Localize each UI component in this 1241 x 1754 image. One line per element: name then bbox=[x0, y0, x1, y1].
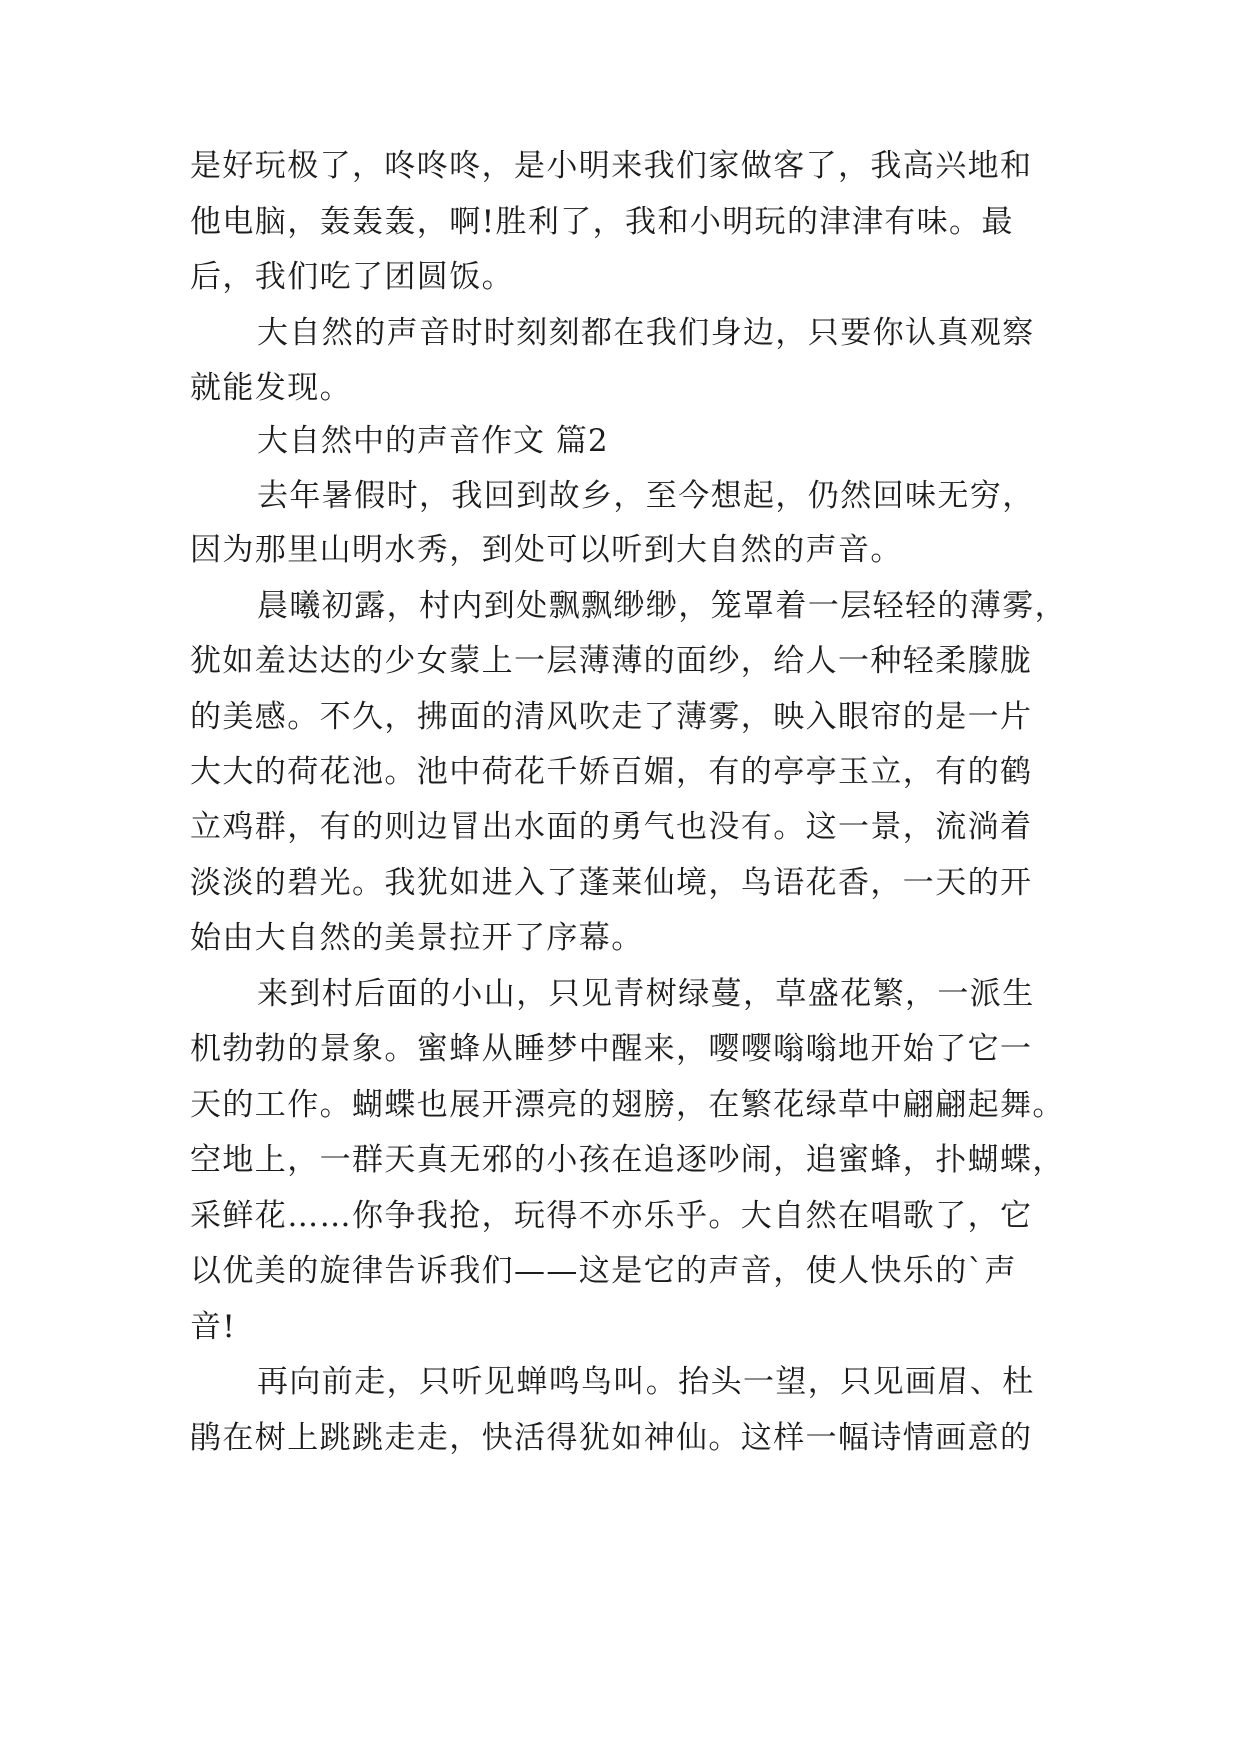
text-line-20: 采鲜花……你争我抢，玩得不亦乐乎。大自然在唱歌了，它 bbox=[190, 1198, 1033, 1234]
text-line-10: 犹如羞达达的少女蒙上一层薄薄的面纱，给人一种轻柔朦胧 bbox=[190, 643, 1033, 679]
text-line-12: 大大的荷花池。池中荷花千娇百媚，有的亭亭玉立，有的鹤 bbox=[190, 754, 1033, 790]
text-line-17: 机勃勃的景象。蜜蜂从睡梦中醒来，嘤嘤嗡嗡地开始了它一 bbox=[190, 1031, 1033, 1067]
text-line-19: 空地上，一群天真无邪的小孩在追逐吵闹，追蜜蜂，扑蝴蝶， bbox=[190, 1142, 1065, 1178]
text-line-3: 后，我们吃了团圆饭。 bbox=[190, 259, 514, 295]
paragraph-start: 来到村后面的小山，只见青树绿蔓，草盛花繁，一派生 bbox=[257, 976, 1035, 1012]
text-line-21: 以优美的旋律告诉我们——这是它的声音，使人快乐的`声 bbox=[190, 1253, 1017, 1289]
text-line-13: 立鸡群，有的则边冒出水面的勇气也没有。这一景，流淌着 bbox=[190, 809, 1033, 845]
text-line-11: 的美感。不久，拂面的清风吹走了薄雾，映入眼帘的是一片 bbox=[190, 699, 1033, 735]
text-line-1: 是好玩极了，咚咚咚，是小明来我们家做客了，我高兴地和 bbox=[190, 148, 1033, 184]
text-line-2: 他电脑，轰轰轰，啊!胜利了，我和小明玩的津津有味。最 bbox=[190, 204, 1014, 240]
paragraph-start: 大自然的声音时时刻刻都在我们身边，只要你认真观察 bbox=[257, 315, 1035, 351]
text-line-24: 鹃在树上跳跳走走，快活得犹如神仙。这样一幅诗情画意的 bbox=[190, 1420, 1033, 1456]
text-line-14: 淡淡的碧光。我犹如进入了蓬莱仙境，鸟语花香，一天的开 bbox=[190, 865, 1033, 901]
text-line-15: 始由大自然的美景拉开了序幕。 bbox=[190, 920, 644, 956]
paragraph-start: 晨曦初露，村内到处飘飘缈缈，笼罩着一层轻轻的薄雾， bbox=[257, 588, 1067, 624]
text-line-18: 天的工作。蝴蝶也展开漂亮的翅膀，在繁花绿草中翩翩起舞。 bbox=[190, 1087, 1065, 1123]
text-line-5: 就能发现。 bbox=[190, 370, 352, 406]
section-heading: 大自然中的声音作文 篇2 bbox=[257, 423, 609, 459]
paragraph-start: 去年暑假时，我回到故乡，至今想起，仍然回味无穷， bbox=[257, 478, 1035, 514]
text-line-8: 因为那里山明水秀，到处可以听到大自然的声音。 bbox=[190, 532, 903, 568]
paragraph-start: 再向前走，只听见蝉鸣鸟叫。抬头一望，只见画眉、杜 bbox=[257, 1364, 1035, 1400]
text-line-22: 音! bbox=[190, 1309, 237, 1345]
